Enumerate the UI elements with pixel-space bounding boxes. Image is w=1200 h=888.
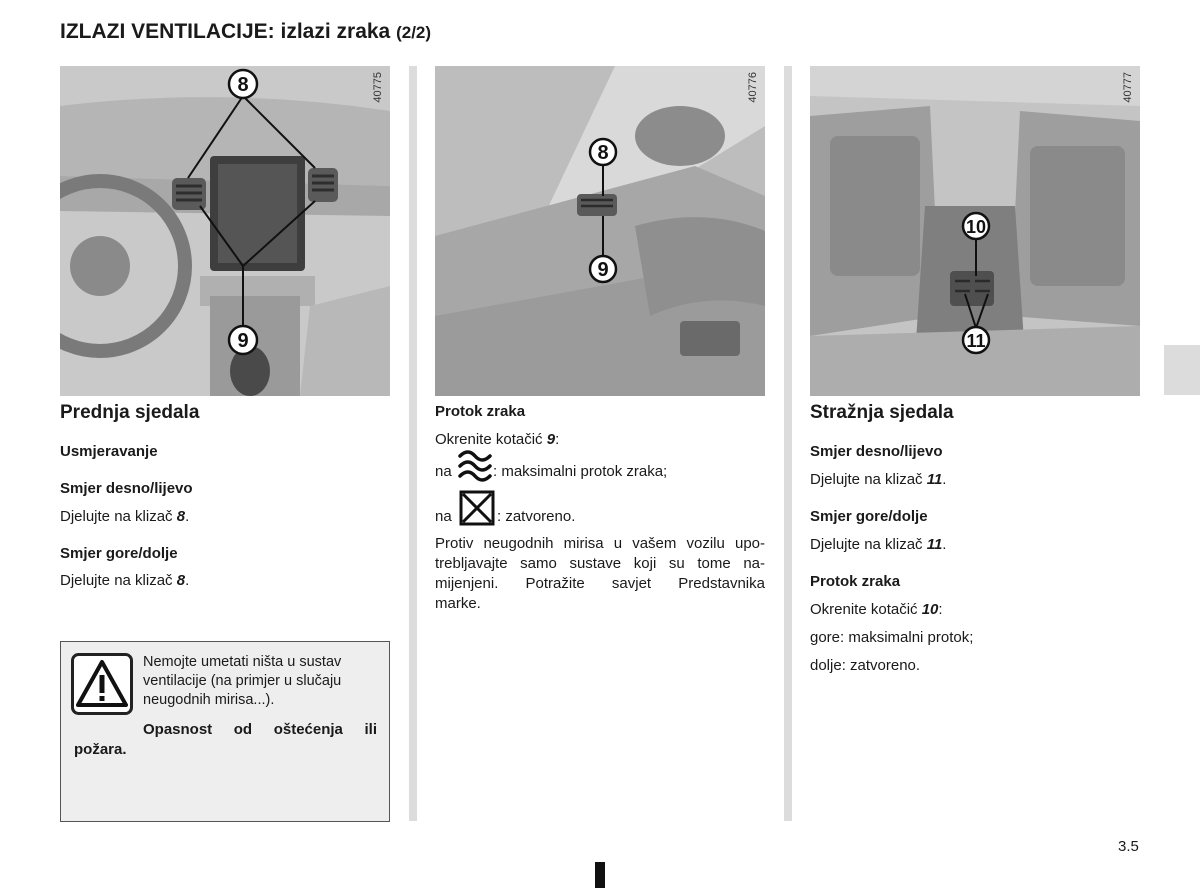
callout-9-label: 9 xyxy=(237,330,249,352)
instruction-turn-wheel: Okrenite kotačić 9: xyxy=(435,431,560,448)
figure-number: 40775 xyxy=(372,72,384,103)
subheading-left-right: Smjer desno/lijevo xyxy=(810,443,943,460)
advice-line-2: trebljavajte samo sustave koji su tome na- xyxy=(435,555,765,572)
advice-line-4: marke. xyxy=(435,595,481,612)
max-flow-text: : maksimalni protok zraka; xyxy=(493,463,668,480)
door-vent-photo xyxy=(435,66,765,396)
warning-triangle-icon xyxy=(71,653,133,715)
figure-number: 40776 xyxy=(747,72,759,103)
column-divider-right xyxy=(784,66,792,821)
na-label-1: na xyxy=(435,463,452,480)
up-max-flow: gore: maksimalni protok; xyxy=(810,629,974,646)
na-label-2: na xyxy=(435,508,452,525)
instruction-up-down: Djelujte na klizač 8. xyxy=(60,572,190,589)
closed-text: : zatvoreno. xyxy=(497,508,576,525)
max-airflow-icon xyxy=(457,447,493,485)
warning-line-2: ventilacije (na primjer u slučaju xyxy=(143,673,342,689)
closed-vent-icon xyxy=(459,490,495,526)
warning-danger-line-2: požara. xyxy=(74,741,127,758)
chapter-tab xyxy=(1164,345,1200,395)
warning-danger-line-1: Opasnost od oštećenja ili xyxy=(143,721,377,738)
rear-vent-photo xyxy=(810,66,1140,396)
column-divider-left xyxy=(409,66,417,821)
warning-line-3: neugodnih mirisa...). xyxy=(143,692,275,708)
odour-advice-paragraph xyxy=(435,534,765,614)
callout-8-label: 8 xyxy=(597,142,609,164)
page-title-suffix: (2/2) xyxy=(396,23,432,42)
figure-number: 40777 xyxy=(1122,72,1134,103)
subheading-usmjeravanje: Usmjeravanje xyxy=(60,443,158,460)
callout-11-label: 11 xyxy=(966,331,986,351)
instruction-turn-wheel: Okrenite kotačić 10: xyxy=(810,601,943,618)
instruction-up-down: Djelujte na klizač 11. xyxy=(810,536,947,553)
dashboard-photo xyxy=(60,66,390,396)
warning-box xyxy=(60,641,390,822)
page-number: 3.5 xyxy=(1118,838,1139,855)
instruction-left-right: Djelujte na klizač 8. xyxy=(60,508,190,525)
subheading-up-down: Smjer gore/dolje xyxy=(810,508,928,525)
section-heading-front: Prednja sjedala xyxy=(60,402,200,423)
instruction-left-right: Djelujte na klizač 11. xyxy=(810,471,947,488)
down-closed: dolje: zatvoreno. xyxy=(810,657,921,674)
binding-marker xyxy=(595,862,605,888)
callout-10-label: 10 xyxy=(965,217,987,237)
advice-line-3: mijenjeni. Potražite savjet Predstavnika xyxy=(435,575,765,592)
subheading-left-right: Smjer desno/lijevo xyxy=(60,480,193,497)
rear-vent-illustration xyxy=(810,66,1140,396)
subheading-air-flow: Protok zraka xyxy=(435,403,526,420)
page-title xyxy=(60,20,431,44)
callout-9-label: 9 xyxy=(597,259,609,281)
section-heading-rear: Stražnja sjedala xyxy=(810,402,954,423)
warning-line-1: Nemojte umetati ništa u sustav xyxy=(143,654,342,670)
dashboard-illustration xyxy=(60,66,390,396)
subheading-air-flow: Protok zraka xyxy=(810,573,901,590)
door-vent-illustration xyxy=(435,66,765,396)
advice-line-1: Protiv neugodnih mirisa u vašem vozilu upo- xyxy=(435,535,765,552)
callout-8-label: 8 xyxy=(237,74,249,96)
max-flow-line xyxy=(435,462,452,482)
page-title-main: IZLAZI VENTILACIJE: izlazi zraka xyxy=(60,20,391,43)
closed-line xyxy=(435,507,452,527)
subheading-up-down: Smjer gore/dolje xyxy=(60,545,178,562)
